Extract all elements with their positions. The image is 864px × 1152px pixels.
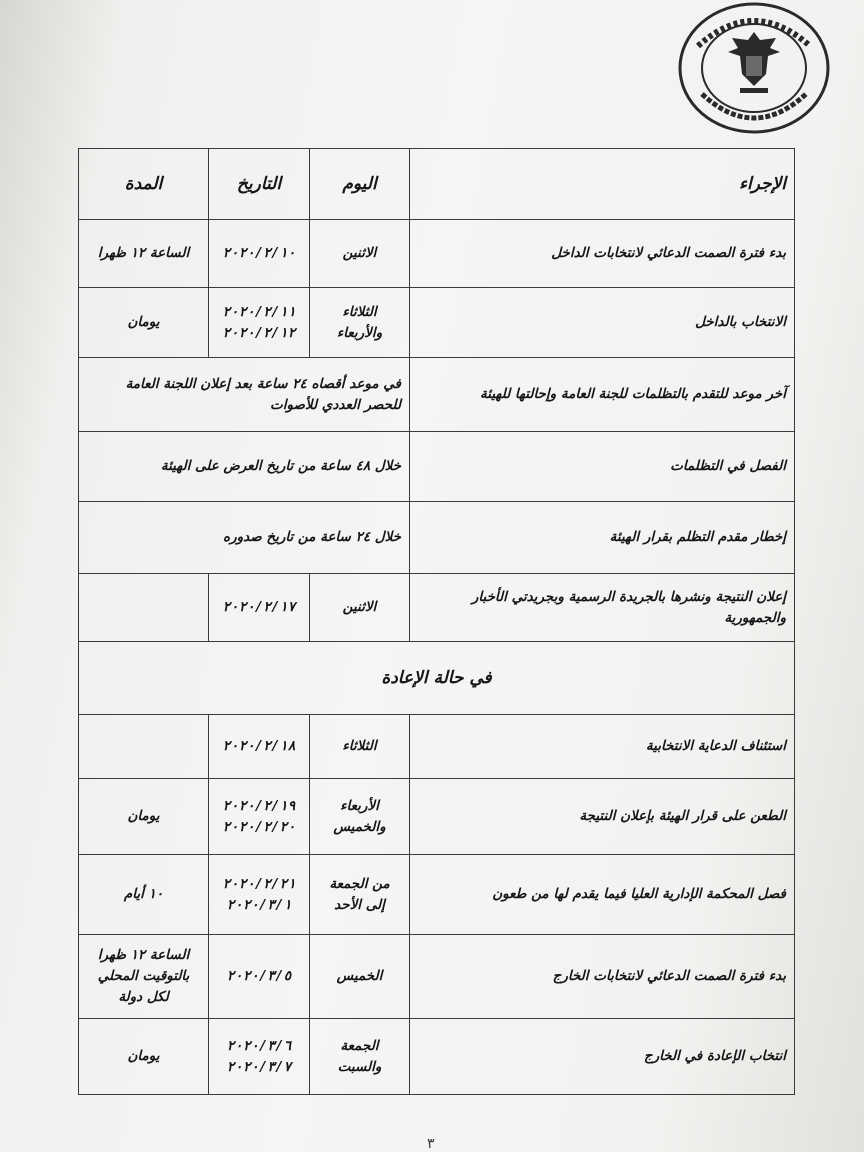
duration-cell: يومان: [79, 288, 209, 358]
action-cell: آخر موعد للتقدم بالتظلمات للجنة العامة وإحالتها للهيئة: [410, 358, 795, 432]
table-row: [79, 855, 795, 935]
day-cell: الاثنين: [310, 220, 410, 288]
date-cell: ٢٠٢٠/٢/١٠: [209, 220, 310, 288]
table-row: [79, 935, 795, 1019]
action-cell: الطعن على قرار الهيئة بإعلان النتيجة: [410, 779, 795, 855]
table-row: [79, 1019, 795, 1095]
date-cell: ٢٠٢٠/٢/١١ ٢٠٢٠/٢/١٢: [209, 288, 310, 358]
timing-cell: خلال ٤٨ ساعة من تاريخ العرض على الهيئة: [79, 432, 410, 502]
action-cell: استئناف الدعاية الانتخابية: [410, 715, 795, 779]
table-row: [79, 779, 795, 855]
day-cell: من الجمعة إلى الأحد: [310, 855, 410, 935]
action-cell: الانتخاب بالداخل: [410, 288, 795, 358]
table-row: [79, 288, 795, 358]
rerun-section-row: [79, 642, 795, 715]
action-cell: إعلان النتيجة ونشرها بالجريدة الرسمية وبجريدتي الأخبار والجمهورية: [410, 574, 795, 642]
date-cell: ٢٠٢٠/٢/١٩ ٢٠٢٠/٢/٢٠: [209, 779, 310, 855]
duration-cell: [79, 574, 209, 642]
day-cell: الاثنين: [310, 574, 410, 642]
election-authority-seal: [672, 2, 830, 138]
table-row: [79, 358, 795, 432]
election-schedule-table: [78, 148, 795, 1095]
duration-cell: يومان: [79, 1019, 209, 1095]
table-header-row: [79, 149, 795, 220]
date-cell: ٢٠٢٠/٢/٢١ ٢٠٢٠/٣/١: [209, 855, 310, 935]
date-cell: ٢٠٢٠/٣/٦ ٢٠٢٠/٣/٧: [209, 1019, 310, 1095]
day-cell: الخميس: [310, 935, 410, 1019]
duration-cell: الساعة ١٢ ظهرا: [79, 220, 209, 288]
duration-cell: الساعة ١٢ ظهرا بالتوقيت المحلي لكل دولة: [79, 935, 209, 1019]
timing-cell: في موعد أقصاه ٢٤ ساعة بعد إعلان اللجنة العامة للحصر العددي للأصوات: [79, 358, 410, 432]
table-row: [79, 574, 795, 642]
table-row: [79, 220, 795, 288]
action-cell: انتخاب الإعادة في الخارج: [410, 1019, 795, 1095]
day-cell: الأربعاء والخميس: [310, 779, 410, 855]
duration-cell: يومان: [79, 779, 209, 855]
header-action: الإجراء: [410, 149, 795, 220]
duration-cell: ١٠ أيام: [79, 855, 209, 935]
day-cell: الثلاثاء والأربعاء: [310, 288, 410, 358]
table-row: [79, 502, 795, 574]
action-cell: إخطار مقدم التظلم بقرار الهيئة: [410, 502, 795, 574]
action-cell: بدء فترة الصمت الدعائي لانتخابات الداخل: [410, 220, 795, 288]
date-cell: ٢٠٢٠/٢/١٨: [209, 715, 310, 779]
action-cell: الفصل في التظلمات: [410, 432, 795, 502]
header-duration: المدة: [79, 149, 209, 220]
day-cell: الجمعة والسبت: [310, 1019, 410, 1095]
table-row: [79, 715, 795, 779]
duration-cell: [79, 715, 209, 779]
page-number: ٣: [427, 1136, 435, 1152]
header-date: التاريخ: [209, 149, 310, 220]
table-row: [79, 432, 795, 502]
header-day: اليوم: [310, 149, 410, 220]
action-cell: فصل المحكمة الإدارية العليا فيما يقدم لها من طعون: [410, 855, 795, 935]
day-cell: الثلاثاء: [310, 715, 410, 779]
date-cell: ٢٠٢٠/٣/٥: [209, 935, 310, 1019]
action-cell: بدء فترة الصمت الدعائي لانتخابات الخارج: [410, 935, 795, 1019]
timing-cell: خلال ٢٤ ساعة من تاريخ صدوره: [79, 502, 410, 574]
section-title: في حالة الإعادة: [79, 642, 795, 715]
eagle-emblem-icon: [728, 32, 780, 93]
date-cell: ٢٠٢٠/٢/١٧: [209, 574, 310, 642]
